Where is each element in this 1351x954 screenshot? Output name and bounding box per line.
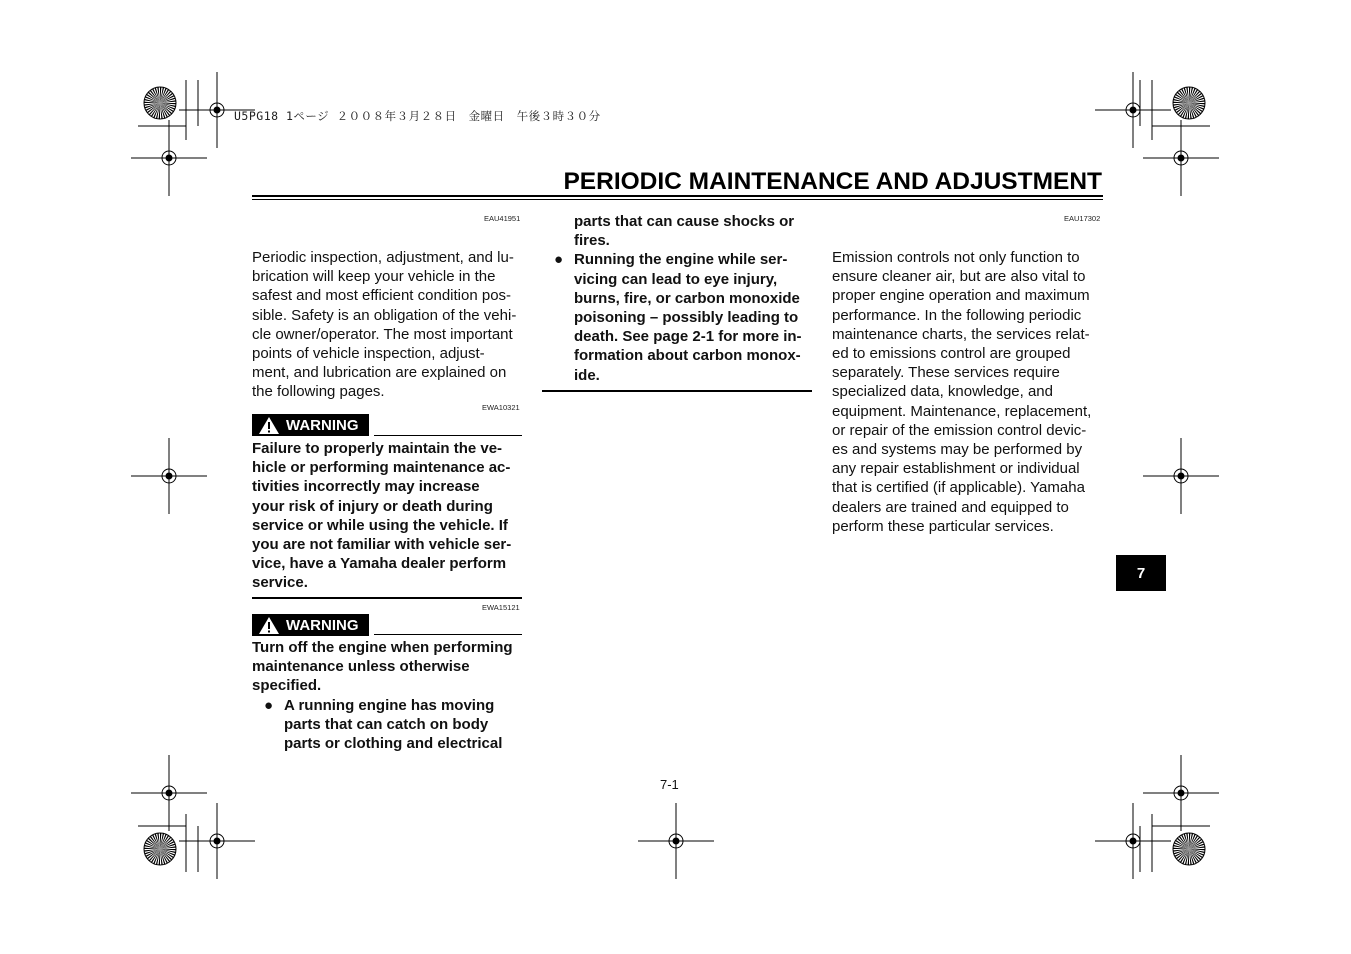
title-rule-thin [252, 199, 1103, 200]
emission-paragraph [832, 248, 1102, 536]
text-line: ide. [574, 366, 600, 384]
text-line: performance. In the following periodic [832, 306, 1082, 324]
warning-label-box [252, 614, 369, 636]
text-line: A running engine has moving [284, 697, 495, 714]
registration-mark [1143, 438, 1219, 514]
text-line: Periodic inspection, adjustment, and lu- [252, 249, 514, 266]
text-line: that is certified (if applicable). Yamaha [832, 479, 1085, 497]
list-item [252, 696, 522, 754]
warning1-text [252, 439, 522, 593]
page-number: 7-1 [660, 777, 679, 792]
text-line: parts or clothing and electrical [284, 735, 503, 753]
list-item [542, 212, 812, 250]
registration-mark [638, 803, 714, 879]
text-line: es and systems may be performed by [832, 441, 1083, 459]
bullet-list [252, 696, 522, 754]
starburst-mark [144, 833, 176, 865]
warning-triangle-icon [252, 415, 286, 435]
text-line: Turn off the engine when performing [252, 639, 513, 656]
text-line: or repair of the emission control devic- [832, 421, 1087, 439]
text-line: safest and most efficient condition pos- [252, 287, 512, 305]
warning-triangle-icon [252, 615, 286, 635]
text-line: specialized data, knowledge, and [832, 383, 1053, 401]
starburst-mark [144, 87, 176, 119]
warning-rule [374, 634, 522, 635]
intro-paragraph [252, 248, 522, 402]
text-line: any repair establishment or individual [832, 460, 1080, 478]
list-item [542, 250, 812, 384]
text-line: death. See page 2-1 for more in- [574, 328, 802, 346]
bullet-icon: ● [554, 251, 564, 269]
bullet-icon: ● [264, 697, 274, 714]
warning-code: EWA15121 [482, 603, 520, 612]
text-line: dealers are trained and equipped to [832, 498, 1069, 516]
text-line: Emission controls not only function to [832, 249, 1080, 266]
text-line: maintenance unless otherwise [252, 658, 470, 676]
warning-rule [374, 435, 522, 436]
text-line: proper engine operation and maximum [832, 287, 1090, 305]
section-code: EAU41951 [484, 214, 521, 223]
text-line: poisoning – possibly leading to [574, 309, 799, 327]
warning-label: WARNING [286, 616, 359, 634]
text-line: perform these particular services. [832, 517, 1054, 535]
bullet-list-continued [542, 212, 812, 385]
print-header: U5PG18 1ページ ２００８年３月２８日 金曜日 午後３時３０分 [234, 109, 601, 123]
text-line: you are not familiar with vehicle ser- [252, 536, 512, 554]
text-line: Failure to properly maintain the ve- [252, 440, 503, 457]
text-line: your risk of injury or death during [252, 497, 493, 515]
registration-mark [131, 755, 207, 831]
text-line: specified. [252, 677, 322, 695]
text-line: maintenance charts, the services relat- [832, 325, 1090, 343]
text-line: service or while using the vehicle. If [252, 516, 508, 534]
text-line: burns, fire, or carbon monoxide [574, 289, 800, 307]
starburst-mark [1173, 87, 1205, 119]
registration-mark [179, 803, 255, 879]
text-line: parts that can cause shocks or [574, 213, 795, 230]
registration-mark [1143, 120, 1219, 196]
text-line: vicing can lead to eye injury, [574, 270, 778, 288]
registration-mark [1095, 72, 1171, 148]
registration-mark [1095, 803, 1171, 879]
warning-code: EWA10321 [482, 403, 520, 412]
section-code: EAU17302 [1064, 214, 1101, 223]
text-line: ment, and lubrication are explained on [252, 364, 507, 382]
warning-label: WARNING [286, 416, 359, 434]
title-rule [252, 195, 1103, 197]
text-line: equipment. Maintenance, replacement, [832, 402, 1092, 420]
warning2-text [252, 638, 522, 696]
text-line: brication will keep your vehicle in the [252, 268, 496, 286]
text-line: fires. [574, 232, 610, 250]
text-line: tivities incorrectly may increase [252, 478, 480, 496]
text-line: service. [252, 574, 308, 592]
text-line: cle owner/operator. The most important [252, 325, 513, 343]
starburst-mark [1173, 833, 1205, 865]
text-line: sible. Safety is an obligation of the vehi- [252, 306, 517, 324]
text-line: points of vehicle inspection, adjust- [252, 345, 485, 363]
text-line: separately. These services require [832, 364, 1060, 382]
text-line: formation about carbon monox- [574, 347, 801, 365]
text-line: hicle or performing maintenance ac- [252, 459, 511, 477]
chapter-tab: 7 [1116, 555, 1166, 591]
warning2-end-rule [542, 390, 812, 392]
warning-label-box [252, 414, 369, 436]
text-line: ensure cleaner air, but are also vital to [832, 268, 1086, 286]
page-title: PERIODIC MAINTENANCE AND ADJUSTMENT [563, 168, 1102, 195]
text-line: the following pages. [252, 383, 385, 401]
registration-mark [131, 120, 207, 196]
text-line: vice, have a Yamaha dealer perform [252, 555, 507, 573]
text-line: ed to emissions control are grouped [832, 345, 1071, 363]
text-line: parts that can catch on body [284, 716, 489, 734]
warning1-end-rule [252, 597, 522, 599]
registration-mark [1143, 755, 1219, 831]
registration-mark [131, 438, 207, 514]
text-line: Running the engine while ser- [574, 251, 788, 269]
